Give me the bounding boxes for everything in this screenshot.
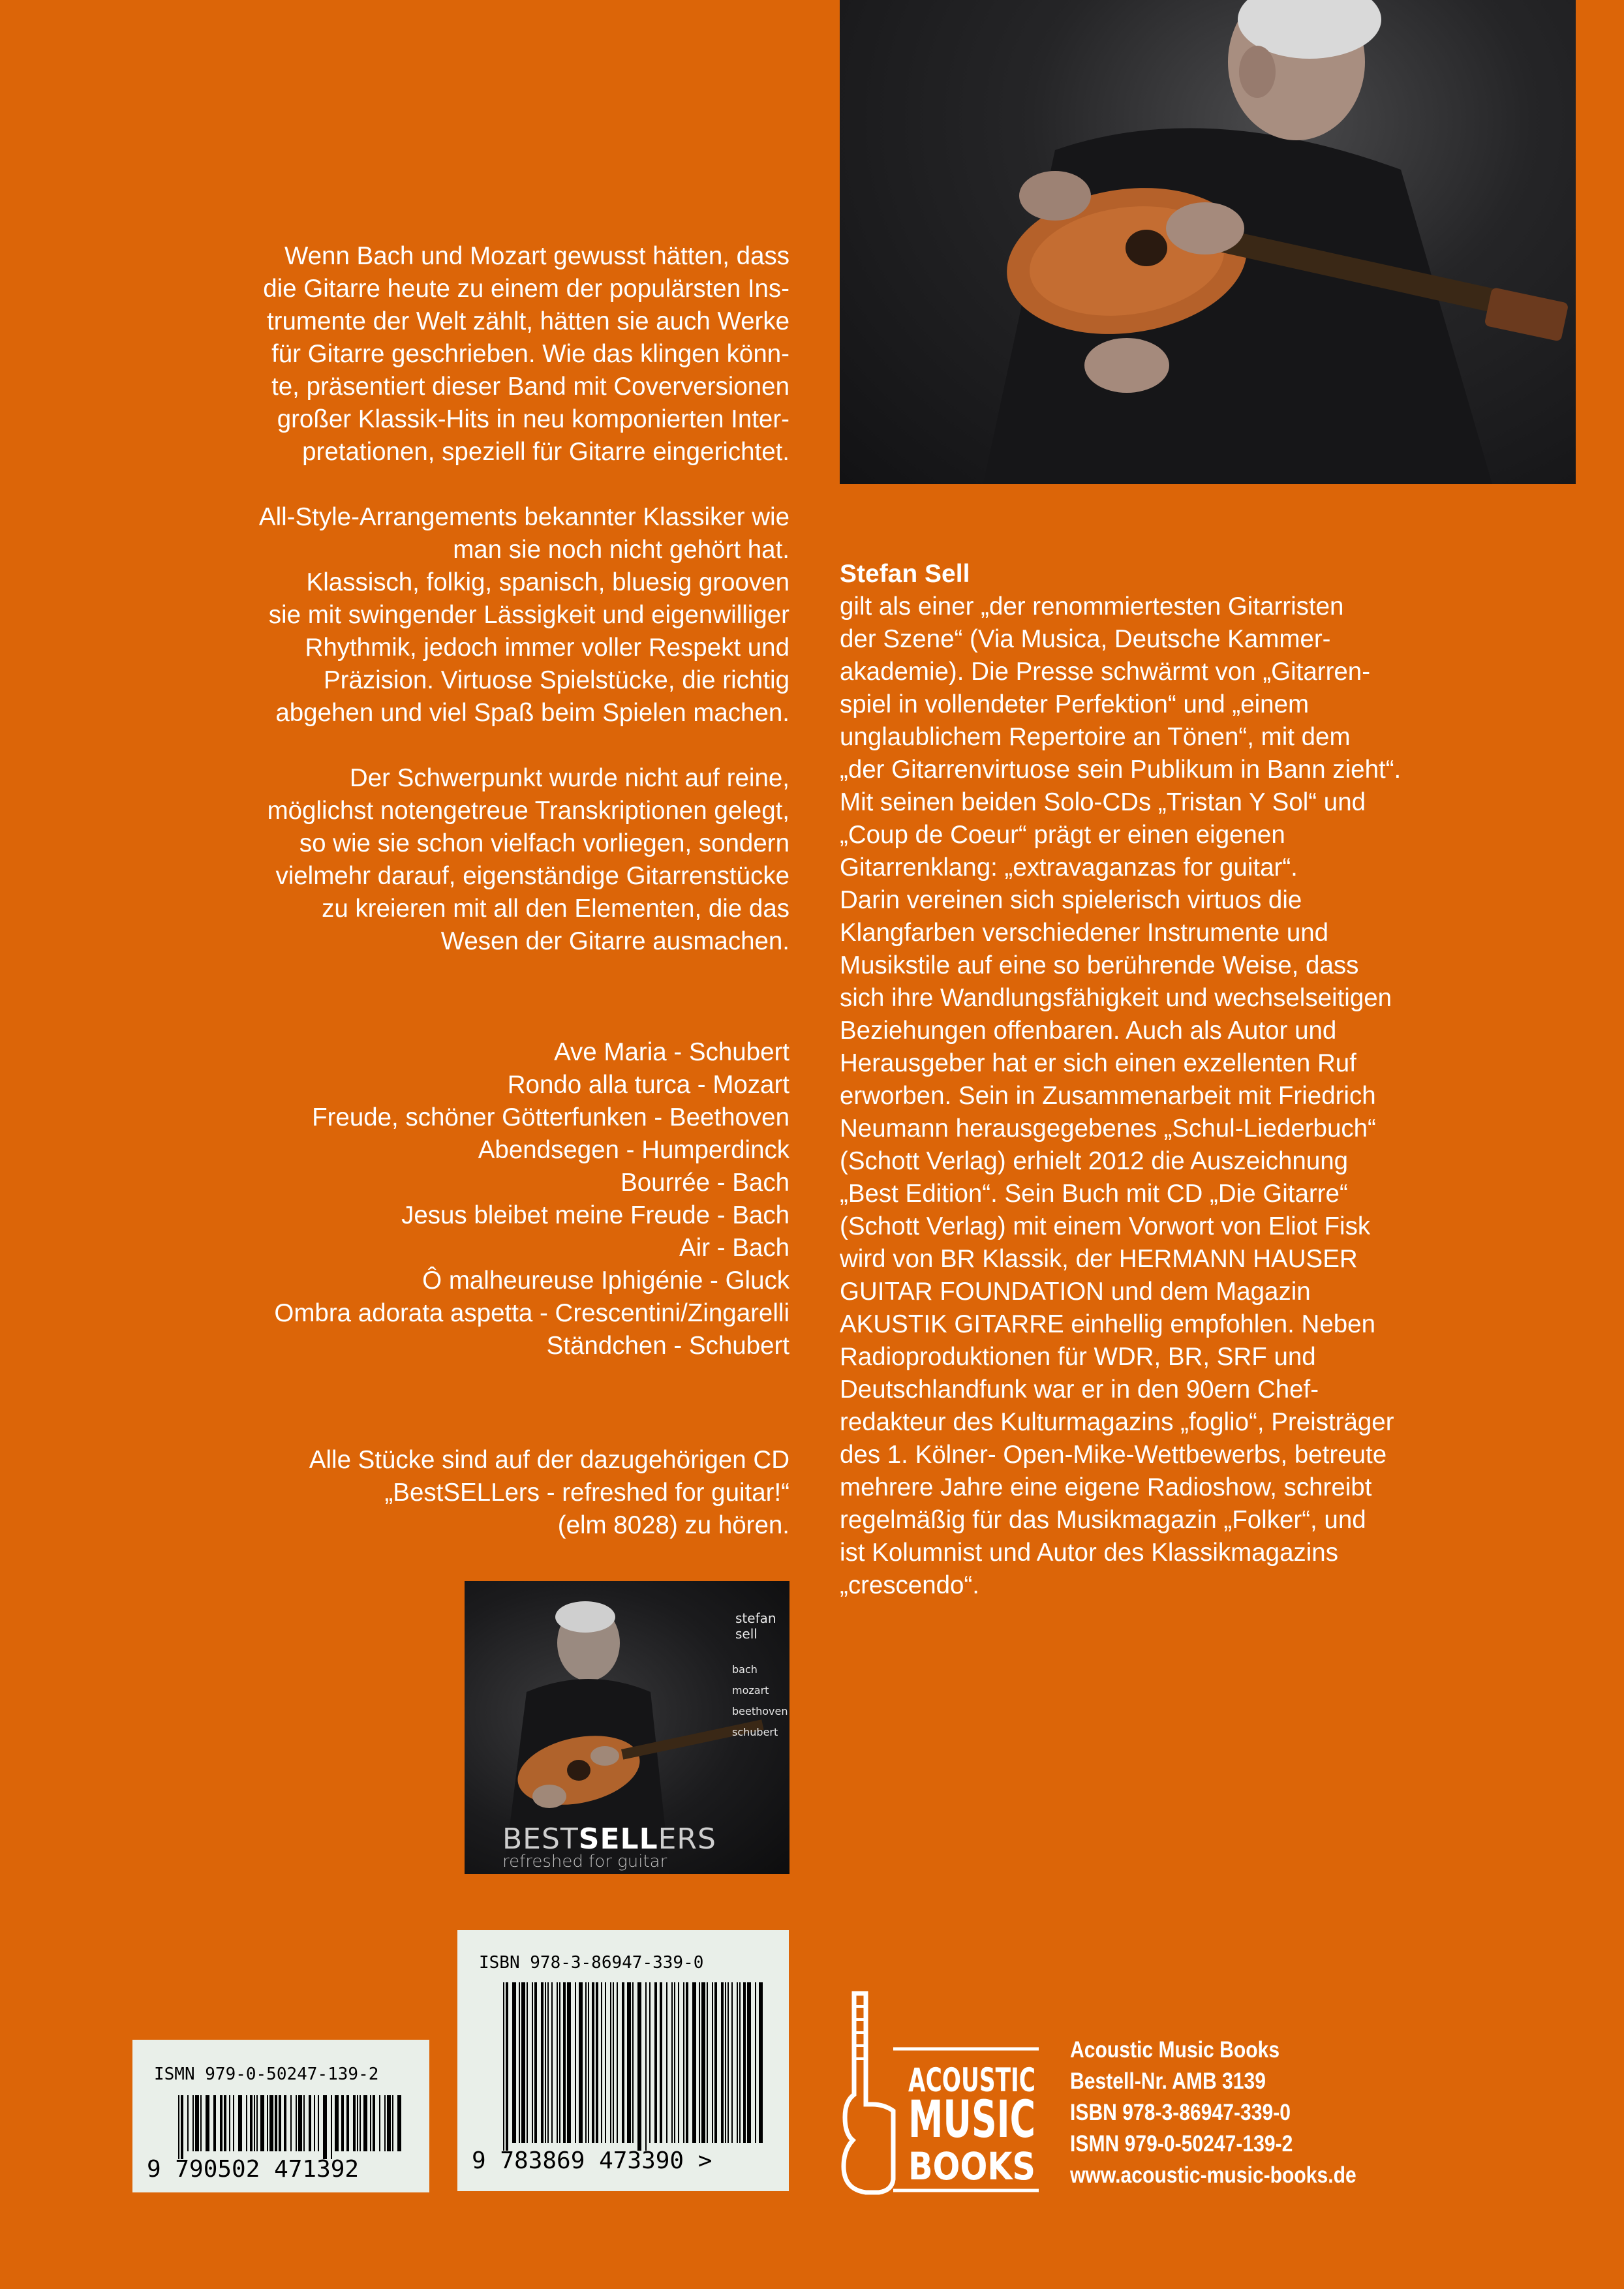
ismn-digits: 9 790502 471392 — [147, 2156, 360, 2183]
track-item: Air - Bach — [679, 1234, 789, 1262]
barcode-bar — [585, 1982, 587, 2143]
barcode-bar — [755, 1982, 756, 2143]
barcode-bar — [187, 2095, 189, 2151]
acoustic-music-books-logo — [840, 1987, 1042, 2196]
barcode-bar — [557, 1982, 558, 2143]
barcode-bar — [397, 2095, 401, 2151]
cd-note: Alle Stücke sind auf der dazugehörigen CD „BestSELLers - refreshed for guitar!“ (elm 8028) zu hören. — [309, 1446, 789, 1539]
track-item: Abendsegen - Humperdinck — [478, 1136, 789, 1164]
isbn-barcode — [457, 1930, 789, 2191]
barcode-bar — [721, 1982, 724, 2143]
barcode-bar — [314, 2095, 315, 2151]
ismn-bars — [178, 2095, 406, 2159]
isbn-number: ISBN 978-3-86947-339-0 — [1070, 2100, 1291, 2125]
intro-text — [98, 240, 789, 991]
barcode-bar — [353, 2095, 356, 2151]
barcode-bar — [579, 1982, 583, 2143]
barcode-bar — [759, 1982, 763, 2143]
barcode-bar — [627, 1982, 631, 2143]
barcode-bar — [743, 1982, 746, 2143]
barcode-bar — [379, 2095, 380, 2151]
barcode-bar — [678, 1982, 679, 2143]
barcode-bar — [563, 1982, 566, 2143]
barcode-bar — [373, 2095, 375, 2151]
barcode-bar — [545, 1982, 546, 2143]
logo-text-music: MUSIC — [908, 2091, 1035, 2149]
barcode-bar — [532, 1982, 533, 2143]
barcode-bar — [527, 1982, 528, 2143]
track-item: Ständchen - Schubert — [546, 1332, 789, 1360]
barcode-bar — [341, 2095, 344, 2151]
barcode-bar — [318, 2095, 319, 2151]
barcode-bar — [731, 1982, 733, 2143]
barcode-bar — [605, 1982, 606, 2143]
barcode-bar — [178, 2095, 179, 2159]
barcode-bar — [588, 1982, 589, 2143]
barcode-bar — [269, 2095, 273, 2151]
barcode-bar — [298, 2095, 302, 2151]
barcode-bar — [512, 1982, 516, 2143]
barcode-bar — [575, 1982, 576, 2143]
barcode-bar — [506, 1982, 508, 2151]
author-name: Stefan Sell — [840, 560, 970, 588]
barcode-bar — [284, 2095, 286, 2151]
guitar-icon — [844, 1993, 893, 2192]
barcode-bar — [534, 1982, 537, 2143]
barcode-bar — [601, 1982, 602, 2143]
barcode-bar — [290, 2095, 292, 2151]
barcode-bar — [637, 1982, 641, 2151]
intro-paragraph-2: All-Style-Arrangements bekannter Klassiker wie man sie noch nicht gehört hat. Klassisch, folkig, spanisch, bluesig grooven sie mit swingender Lässigkeit und eigenwilliger Rhythmik, jedoch immer voller Respekt und Präzision. Virtuose Spielstücke, die richtig abgehen und viel Spaß beim Spielen machen. — [258, 503, 789, 727]
barcode-bar — [331, 2095, 332, 2159]
barcode-bar — [335, 2095, 339, 2151]
ismn-barcode — [132, 2040, 429, 2192]
barcode-bar — [220, 2095, 222, 2151]
barcode-bar — [739, 1982, 741, 2143]
barcode-bar — [370, 2095, 371, 2151]
barcode-bar — [357, 2095, 358, 2151]
barcode-bar — [707, 1982, 708, 2143]
track-item: Ombra adorata aspetta - Crescentini/Zingarelli — [274, 1299, 789, 1327]
barcode-bar — [686, 1982, 688, 2143]
barcode-bar — [613, 1982, 614, 2143]
barcode-bar — [622, 1982, 624, 2143]
barcode-bar — [181, 2095, 183, 2159]
track-item: Ô malheureuse Iphigénie - Gluck — [422, 1267, 789, 1295]
barcode-bar — [246, 2095, 247, 2151]
barcode-bar — [567, 1982, 571, 2143]
intro-paragraph-3: Der Schwerpunkt wurde nicht auf reine, möglichst notengetreue Transkriptionen gelegt, so wie sie schon vielfach vorliegen, sondern vielmehr darauf, eigenständige Gitarrenstücke zu kreieren mit all den Elementen, die das Wesen der Gitarre ausmachen. — [267, 764, 789, 955]
barcode-bar — [260, 2095, 264, 2151]
barcode-bar — [617, 1982, 618, 2143]
isbn-label: ISBN 978-3-86947-339-0 — [479, 1953, 704, 1973]
barcode-bar — [229, 2095, 230, 2151]
barcode-bar — [701, 1982, 705, 2143]
isbn-bars — [503, 1982, 764, 2151]
ismn-number: ISMN 979-0-50247-139-2 — [1070, 2131, 1293, 2157]
barcode-bar — [275, 2095, 277, 2151]
track-list — [98, 1036, 789, 1362]
barcode-bar — [238, 2095, 242, 2151]
cd-artist: stefan sell — [735, 1610, 776, 1642]
barcode-bar — [645, 1982, 647, 2151]
barcode-bar — [392, 2095, 393, 2151]
barcode-bar — [384, 2095, 386, 2151]
publisher-name: Acoustic Music Books — [1070, 2037, 1280, 2063]
track-item: Rondo alla turca - Mozart — [507, 1071, 789, 1099]
barcode-bar — [267, 2095, 268, 2151]
guitarist-illustration — [840, 0, 1576, 484]
barcode-bar — [200, 2095, 202, 2151]
barcode-bar — [541, 1982, 544, 2143]
barcode-bar — [519, 1982, 520, 2143]
barcode-bar — [660, 1982, 662, 2143]
track-item: Jesus bleibet meine Freude - Bach — [401, 1201, 789, 1229]
barcode-bar — [592, 1982, 594, 2143]
biography: Stefan Sell gilt als einer „der renommiertesten Gitarristen der Szene“ (Via Musica, Deutsche Kammer- akademie). Die Presse schwärmt von „Gitarren- spiel in vollendeter Perfektion“ und „einem unglaublichem Repertoire an Tönen“, mit dem „der Gitarrenvirtuose sein Publikum in Bann zieht“. Mit seinen beiden Solo-CDs „Tristan Y Sol“ und „Coup de Coeur“ prägt er einen eigenen Gitarrenklang: „extravaganzas for guitar“. Darin vereinen sich spielerisch virtuos die Klangfarben verschiedener Instrumente und Musikstile auf eine so berührende Weise, dass sich ihre Wandlungsfähigkeit und wechselseitigen Beziehungen offenbaren. Auch als Autor und Herausgeber hat er sich einen exzellenten Ruf erworben. Sein in Zusammenarbeit mit Friedrich Neumann herausgegebenes „Schul-Liederbuch“ (Schott Verlag) erhielt 2012 die Auszeichnung „Best Edition“. Sein Buch mit CD „Die Gitarre“ (Schott Verlag) mit einem Vorwort von Eliot Fisk wird von BR Klassik, der HERMANN HAUSER GUITAR FOUNDATION und dem Magazin AKUSTIK GITARRE einhellig empfohlen. Neben Radioproduktionen für WDR, BR, SRF und Deutschlandfunk war er in den 90ern Chef- redakteur des Kulturmagazins „foglio“, Preisträger des 1. Kölner- Open-Mike-Wettbewerbs, betreute mehrere Jahre eine eigene Radioshow, schreibt regelmäßig für das Musikmagazin „Folker“, und ist Kolumnist und Autor des Klassikmagazins „crescendo“. — [840, 558, 1576, 1602]
barcode-bar — [632, 1982, 634, 2143]
track-item: Freude, schöner Götterfunken - Beethoven — [312, 1103, 789, 1131]
barcode-bar — [747, 1982, 751, 2143]
cd-title: BESTSELLERS — [502, 1822, 716, 1856]
barcode-bar — [725, 1982, 726, 2143]
barcode-bar — [206, 2095, 209, 2151]
barcode-bar — [279, 2095, 281, 2151]
barcode-bar — [610, 1982, 611, 2143]
barcode-bar — [714, 1982, 717, 2143]
publisher-website[interactable]: www.acoustic-music-books.de — [1070, 2162, 1356, 2188]
barcode-bar — [692, 1982, 696, 2143]
barcode-bar — [363, 2095, 367, 2151]
barcode-bar — [233, 2095, 234, 2151]
cd-subtitle: refreshed for guitar — [502, 1852, 667, 1871]
barcode-bar — [666, 1982, 667, 2143]
barcode-bar — [559, 1982, 560, 2143]
intro-paragraph-1: Wenn Bach und Mozart gewusst hätten, dass die Gitarre heute zu einem der populärsten Ins- trumente der Welt zählt, hätten sie auch Werke für Gitarre geschrieben. Wie das klingen könn- te, präsentiert dieser Band mit Coverversionen großer Klassik-Hits in neu komponierten Inter- pretationen, speziell für Gitarre eingerichtet. — [263, 242, 789, 466]
barcode-bar — [737, 1982, 738, 2143]
barcode-bar — [256, 2095, 258, 2151]
publisher-info — [1070, 2035, 1356, 2191]
barcode-bar — [192, 2095, 194, 2151]
barcode-bar — [360, 2095, 361, 2151]
barcode-bar — [387, 2095, 391, 2151]
barcode-bar — [323, 2095, 327, 2159]
isbn-digits: 9 783869 473390 > — [472, 2147, 712, 2174]
barcode-bar — [712, 1982, 713, 2143]
barcode-bar — [674, 1982, 675, 2143]
cd-cover-image — [465, 1581, 789, 1874]
barcode-bar — [195, 2095, 199, 2151]
barcode-bar — [254, 2095, 255, 2151]
barcode-bar — [224, 2095, 226, 2151]
barcode-bar — [521, 1982, 525, 2143]
barcode-bar — [728, 1982, 729, 2143]
barcode-bar — [671, 1982, 673, 2143]
barcode-bar — [683, 1982, 684, 2143]
barcode-bar — [213, 2095, 216, 2151]
barcode-bar — [346, 2095, 349, 2151]
ismn-label: ISMN 979-0-50247-139-2 — [154, 2065, 379, 2084]
track-item: Bourrée - Bach — [620, 1169, 789, 1197]
guitarist-photo — [840, 0, 1576, 484]
barcode-bar — [503, 1982, 504, 2151]
barcode-bar — [309, 2095, 311, 2151]
barcode-bar — [654, 1982, 657, 2143]
barcode-bar — [596, 1982, 598, 2143]
track-item: Ave Maria - Schubert — [554, 1038, 789, 1066]
barcode-bar — [551, 1982, 553, 2143]
barcode-bar — [699, 1982, 700, 2143]
logo-text-acoustic: ACOUSTIC — [908, 2061, 1035, 2099]
barcode-bar — [547, 1982, 549, 2143]
cd-composers: bach mozart beethoven schubert — [732, 1663, 788, 1738]
order-number: Bestell-Nr. AMB 3139 — [1070, 2068, 1266, 2094]
barcode-bar — [303, 2095, 305, 2151]
barcode-bar — [296, 2095, 297, 2151]
barcode-bar — [250, 2095, 253, 2151]
barcode-bar — [649, 1982, 651, 2143]
logo-text-books: BOOKS — [908, 2144, 1035, 2189]
